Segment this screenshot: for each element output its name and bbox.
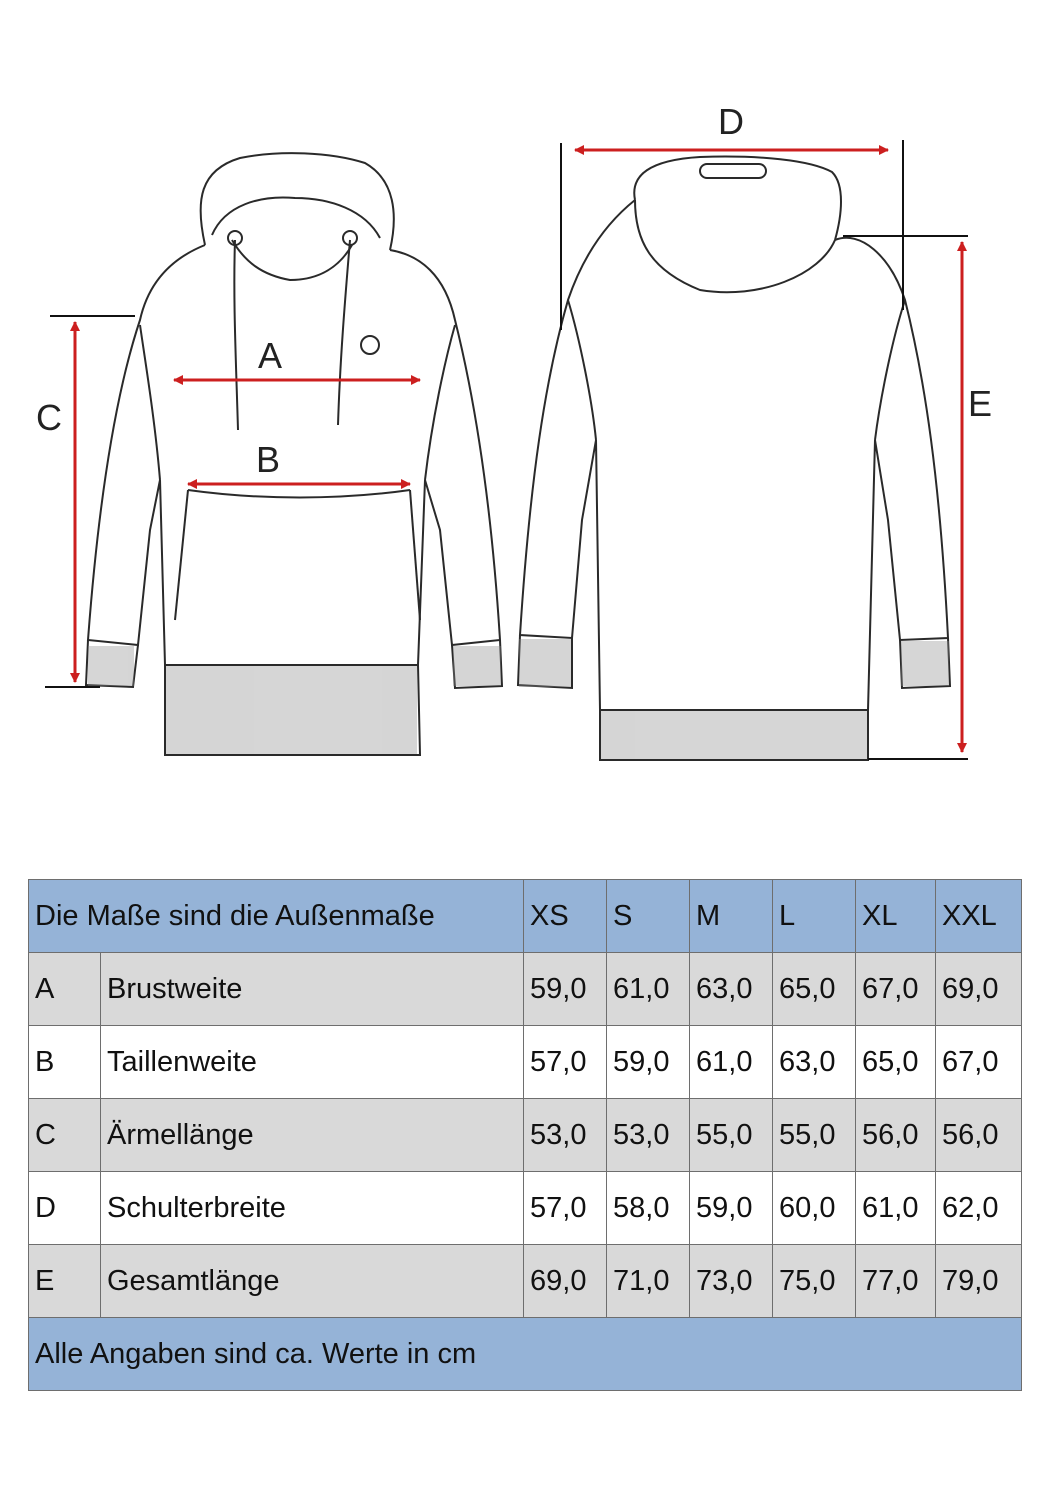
- row-key: C: [29, 1099, 101, 1172]
- value-cell: 59,0: [524, 953, 607, 1026]
- size-s: S: [607, 880, 690, 953]
- value-cell: 61,0: [690, 1026, 773, 1099]
- hoodie-back: [518, 157, 950, 760]
- value-cell: 53,0: [524, 1099, 607, 1172]
- value-cell: 62,0: [936, 1172, 1022, 1245]
- table-row: [29, 1245, 1022, 1318]
- label-d: D: [718, 101, 744, 142]
- row-name: Taillenweite: [101, 1026, 524, 1099]
- size-xl: XL: [856, 880, 936, 953]
- size-table: [28, 879, 1022, 1391]
- value-cell: 59,0: [690, 1172, 773, 1245]
- label-b: B: [256, 439, 281, 480]
- value-cell: 57,0: [524, 1172, 607, 1245]
- size-m: M: [690, 880, 773, 953]
- row-key: E: [29, 1245, 101, 1318]
- value-cell: 69,0: [524, 1245, 607, 1318]
- label-c: C: [36, 397, 62, 438]
- size-table-footer: [29, 1318, 1022, 1391]
- hoodie-front: [86, 153, 502, 755]
- value-cell: 60,0: [773, 1172, 856, 1245]
- value-cell: 57,0: [524, 1026, 607, 1099]
- value-cell: 56,0: [936, 1099, 1022, 1172]
- value-cell: 77,0: [856, 1245, 936, 1318]
- value-cell: 79,0: [936, 1245, 1022, 1318]
- size-l: L: [773, 880, 856, 953]
- footer-note: Alle Angaben sind ca. Werte in cm: [29, 1318, 1022, 1391]
- value-cell: 67,0: [856, 953, 936, 1026]
- header-title: Die Maße sind die Außenmaße: [29, 880, 524, 953]
- value-cell: 55,0: [773, 1099, 856, 1172]
- value-cell: 67,0: [936, 1026, 1022, 1099]
- label-a: A: [258, 335, 283, 376]
- value-cell: 71,0: [607, 1245, 690, 1318]
- table-row: [29, 1026, 1022, 1099]
- value-cell: 58,0: [607, 1172, 690, 1245]
- value-cell: 65,0: [773, 953, 856, 1026]
- value-cell: 56,0: [856, 1099, 936, 1172]
- front-rib-shading: [88, 646, 501, 754]
- label-e: E: [968, 383, 993, 424]
- row-key: A: [29, 953, 101, 1026]
- value-cell: 65,0: [856, 1026, 936, 1099]
- row-name: Brustweite: [101, 953, 524, 1026]
- row-name: Schulterbreite: [101, 1172, 524, 1245]
- back-rib-shading: [519, 639, 949, 759]
- value-cell: 75,0: [773, 1245, 856, 1318]
- value-cell: 61,0: [856, 1172, 936, 1245]
- size-table-header: [29, 880, 1022, 953]
- value-cell: 63,0: [773, 1026, 856, 1099]
- value-cell: 55,0: [690, 1099, 773, 1172]
- row-key: B: [29, 1026, 101, 1099]
- table-row: [29, 1099, 1022, 1172]
- value-cell: 63,0: [690, 953, 773, 1026]
- value-cell: 69,0: [936, 953, 1022, 1026]
- table-row: [29, 953, 1022, 1026]
- value-cell: 61,0: [607, 953, 690, 1026]
- table-row: [29, 1172, 1022, 1245]
- row-key: D: [29, 1172, 101, 1245]
- value-cell: 73,0: [690, 1245, 773, 1318]
- value-cell: 59,0: [607, 1026, 690, 1099]
- size-xs: XS: [524, 880, 607, 953]
- size-xxl: XXL: [936, 880, 1022, 953]
- row-name: Ärmellänge: [101, 1099, 524, 1172]
- value-cell: 53,0: [607, 1099, 690, 1172]
- row-name: Gesamtlänge: [101, 1245, 524, 1318]
